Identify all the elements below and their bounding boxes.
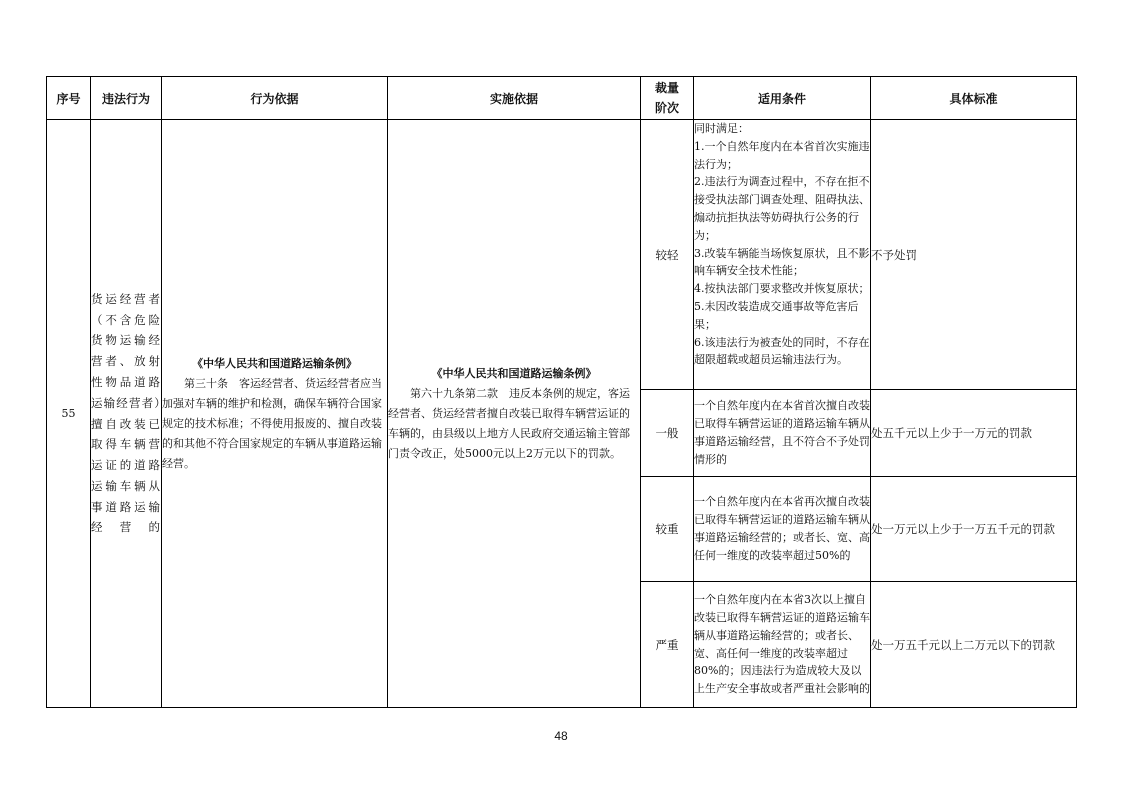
header-level-line1: 裁量 (654, 81, 679, 95)
header-violation: 违法行为 (91, 77, 162, 120)
condition-line: 5.未因改装造成交通事故等危害后果； (694, 299, 859, 331)
level-general: 一般 (641, 390, 694, 477)
table-row (47, 120, 1077, 390)
level-serious: 较重 (641, 477, 694, 582)
header-standard: 具体标准 (871, 77, 1077, 120)
legal-basis-text: 第三十条 客运经营者、货运经营者应当加强对车辆的维护和检测，确保车辆符合国家规定的技术标准；不得使用报废的、擅自改装的和其他不符合国家规定的车辆从事道路运输经营。 (162, 376, 382, 470)
condition-line: 4.按执法部门要求整改并恢复原状； (694, 282, 870, 296)
standard-minor: 不予处罚 (871, 120, 1077, 390)
implementation-basis-cell (388, 120, 641, 708)
header-row (47, 77, 1077, 120)
condition-line: 3.改装车辆能当场恢复原状，且不影响车辆安全技术性能； (694, 246, 870, 278)
header-number: 序号 (47, 77, 91, 120)
standard-serious: 处一万元以上少于一万五千元的罚款 (871, 477, 1077, 582)
legal-basis-cell (162, 120, 388, 708)
condition-line: 6.该违法行为被查处的同时，不存在超限超载或超员运输违法行为。 (694, 335, 870, 367)
header-conditions: 适用条件 (694, 77, 871, 120)
header-legal-basis: 行为依据 (162, 77, 388, 120)
level-minor: 较轻 (641, 120, 694, 390)
violation-description: 货运经营者（不含危险货物运输经营者、放射性物品道路运输经营者）擅自改装已取得车辆营运证的道路运输车辆从事道路运输经营的 (91, 120, 162, 708)
penalty-standard-table (46, 76, 1077, 708)
standard-general: 处五千元以上少于一万元的罚款 (871, 390, 1077, 477)
standard-severe: 处一万五千元以上二万元以下的罚款 (871, 582, 1077, 708)
page-number: 48 (554, 729, 568, 743)
conditions-general: 一个自然年度内在本省首次擅自改装已取得车辆营运证的道路运输车辆从事道路运输经营，且不符合不予处罚情形的 (694, 390, 871, 477)
row-number: 55 (47, 120, 91, 708)
conditions-severe: 一个自然年度内在本省3次以上擅自改装已取得车辆营运证的道路运输车辆从事道路运输经营的；或者长、宽、高任何一维度的改装率超过80%的；因违法行为造成较大及以上生产安全事故或者严重社会影响的 (694, 582, 871, 708)
implementation-basis-title: 《中华人民共和国道路运输条例》 (431, 366, 597, 380)
level-severe: 严重 (641, 582, 694, 708)
condition-line: 1.一个自然年度内在本省首次实施违法行为； (694, 139, 870, 171)
implementation-basis-text: 第六十九条第二款 违反本条例的规定，客运经营者、货运经营者擅自改装已取得车辆营运证的车辆的，由县级以上地方人民政府交通运输主管部门责令改正，处5000元以上2万元以下的罚款。 (388, 386, 630, 460)
header-discretion-level (641, 77, 694, 120)
conditions-serious: 一个自然年度内在本省再次擅自改装已取得车辆营运证的道路运输车辆从事道路运输经营的；或者长、宽、高任何一维度的改装率超过50%的 (694, 477, 871, 582)
condition-line: 2.违法行为调查过程中，不存在拒不接受执法部门调查处理、阻碍执法、煽动抗拒执法等妨碍执行公务的行为； (694, 175, 870, 242)
header-implementation-basis: 实施依据 (388, 77, 641, 120)
header-level-line2: 阶次 (654, 101, 679, 115)
legal-basis-title: 《中华人民共和国道路运输条例》 (192, 356, 357, 370)
condition-line: 同时满足： (694, 122, 749, 135)
conditions-minor (694, 120, 871, 390)
